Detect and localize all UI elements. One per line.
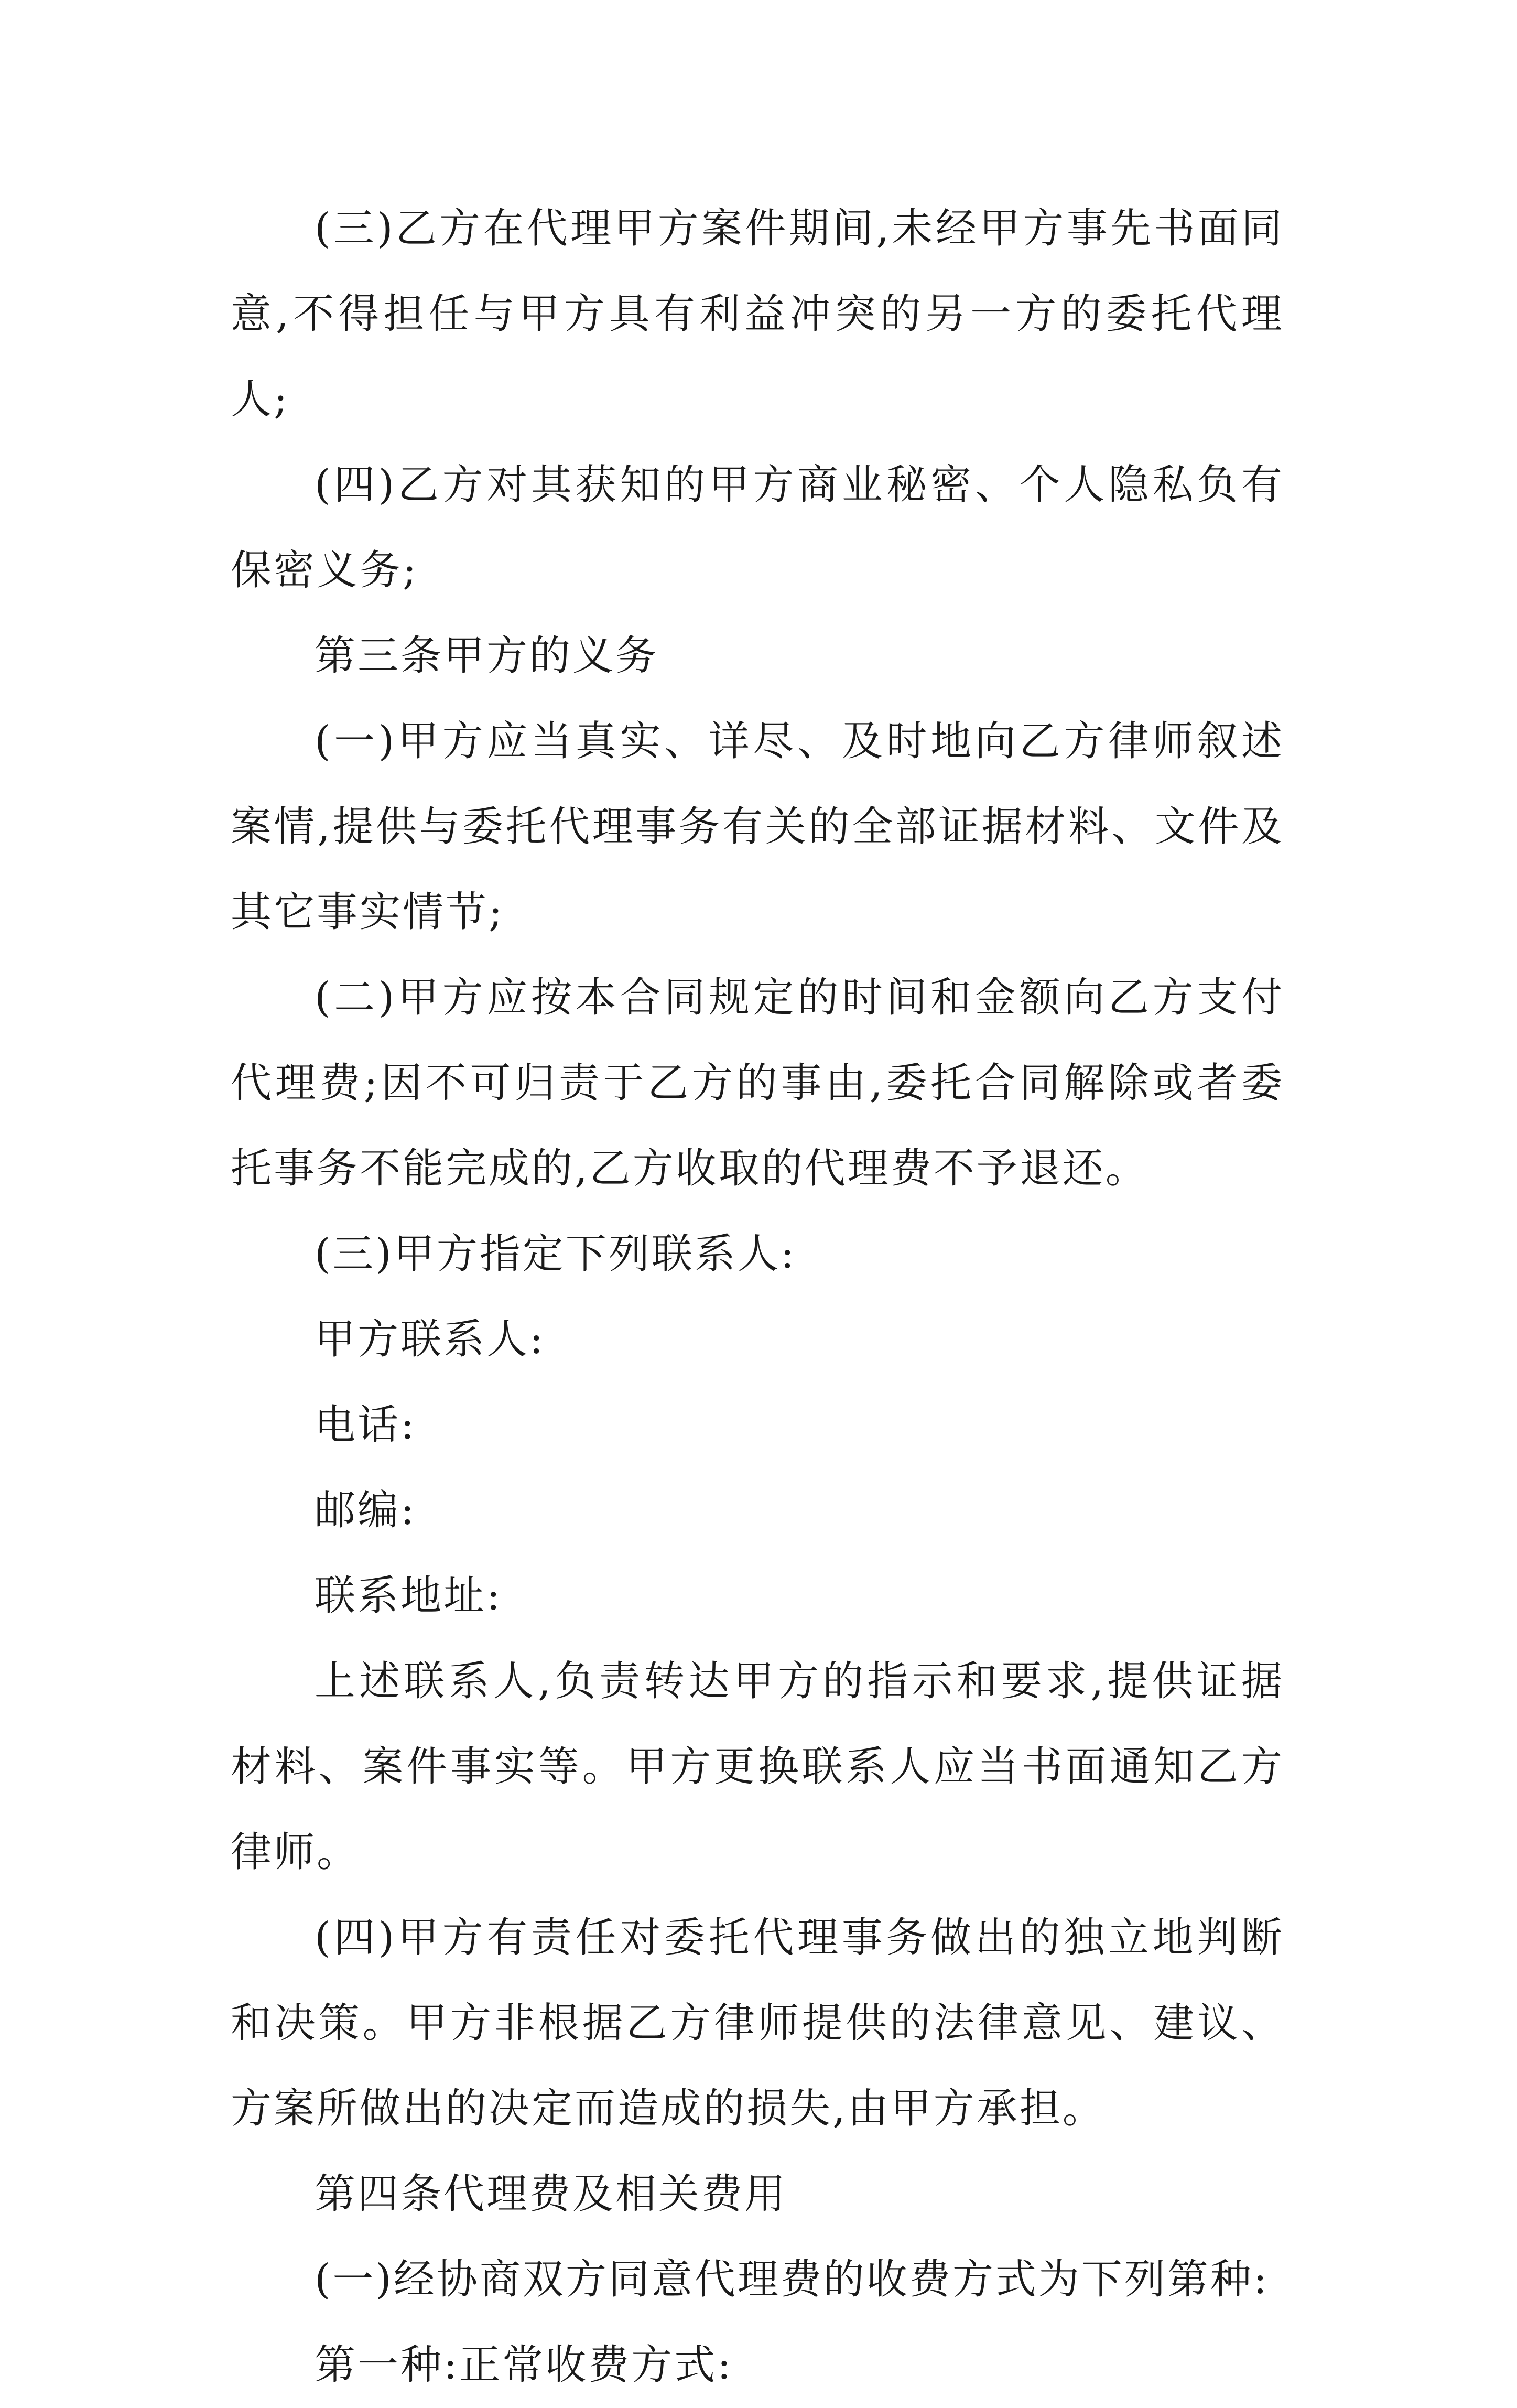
field-contact-address: 联系地址: xyxy=(315,1572,503,1619)
paragraph-party-a-disclose-facts: (一)甲方应当真实、详尽、及时地向乙方律师叙述案情,提供与委托代理事务有关的全部证据材料、文件及其它事实情节; xyxy=(231,718,1284,936)
field-contact-person: 甲方联系人: xyxy=(315,1316,546,1363)
paragraph-party-b-confidentiality: (四)乙方对其获知的甲方商业秘密、个人隐私负有保密义务; xyxy=(231,461,1284,594)
paragraph-party-a-pay-fees: (二)甲方应按本合同规定的时间和金额向乙方支付代理费;因不可归责于乙方的事由,委托合同解除或者委托事务不能完成的,乙方收取的代理费不予退还。 xyxy=(231,974,1284,1192)
paragraph-fee-method: (一)经协商双方同意代理费的收费方式为下列第种: xyxy=(315,2256,1270,2303)
paragraph-party-b-conflict-of-interest: (三)乙方在代理甲方案件期间,未经甲方事先书面同意,不得担任与甲方具有利益冲突的另一方的委托代理人; xyxy=(231,205,1284,423)
paragraph-fee-option-1: 第一种:正常收费方式: xyxy=(315,2341,733,2389)
paragraph-party-a-decisions: (四)甲方有责任对委托代理事务做出的独立地判断和决策。甲方非根据乙方律师提供的法律意见、建议、方案所做出的决定而造成的损失,由甲方承担。 xyxy=(231,1914,1284,2132)
paragraph-contact-responsibilities: 上述联系人,负责转达甲方的指示和要求,提供证据材料、案件事实等。甲方更换联系人应当书面通知乙方律师。 xyxy=(231,1658,1284,1876)
paragraph-party-a-contact-designation: (三)甲方指定下列联系人: xyxy=(315,1230,797,1278)
field-phone: 电话: xyxy=(315,1401,417,1449)
article-3-heading: 第三条甲方的义务 xyxy=(315,632,659,679)
document-body xyxy=(231,186,1284,2408)
article-4-heading: 第四条代理费及相关费用 xyxy=(315,2171,788,2218)
field-postcode: 邮编: xyxy=(315,1487,417,1534)
